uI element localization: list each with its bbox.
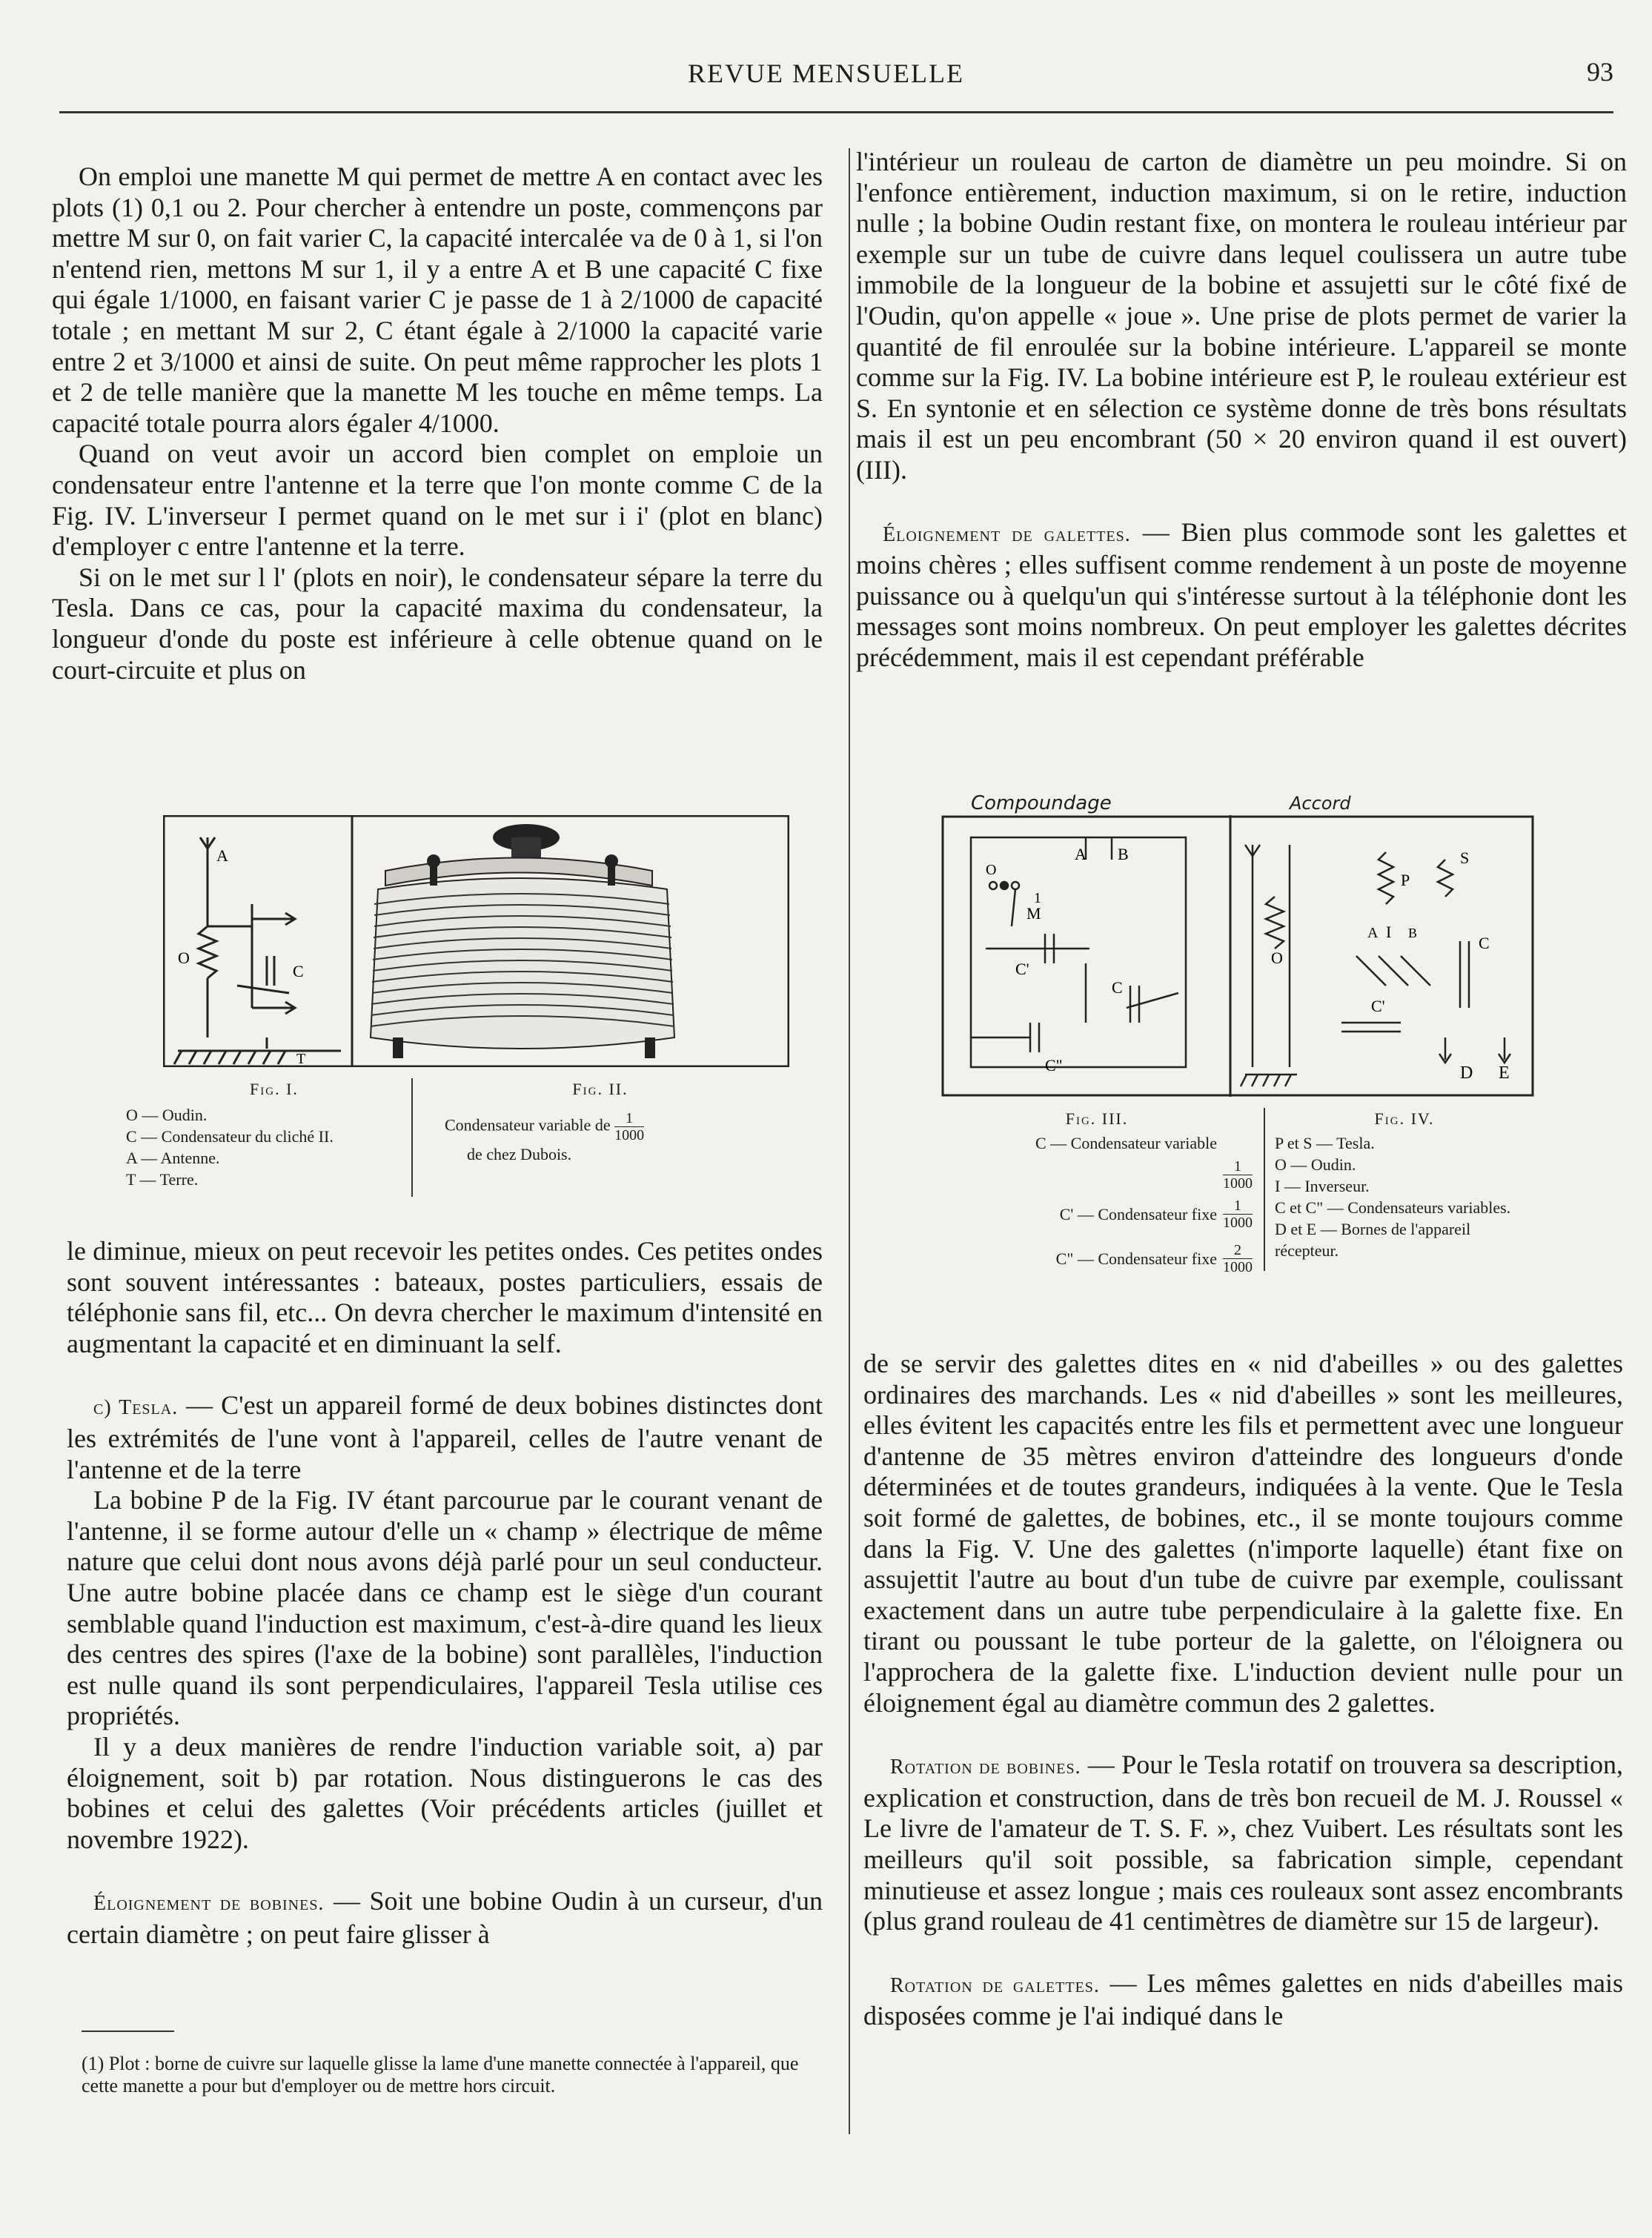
running-header: REVUE MENSUELLE xyxy=(688,59,964,88)
figure-1-2 xyxy=(126,815,789,1189)
paragraph: La bobine P de la Fig. IV étant parcourue par le courant venant de l'antenne, il se forme autour d'elle un « champ » électrique de même nature que celui dont nous avons déjà parlé pour un seul conducteur. Une autre bobine placée dans ce champ est le siège d'un courant semblable quand l'induction est maximum, c'est-à-dire quand les lieux des centres des spires (l'axe de la bobine) sont parallèles, l'induction est nulle quand ils sont perpendiculaires, l'appareil Tesla utilise ces propriétés. xyxy=(67,1485,823,1731)
fraction xyxy=(1223,1198,1253,1231)
paragraph: On emploi une manette M qui permet de mettre A en contact avec les plots (1) 0,1 ou 2. Pour chercher à entendre un poste, commençons par mettre M sur 0, on fait varier C, la capacité intercalée va de 0 à 1, si l'on n'entend rien, mettons M sur 1, il y a entre A et B une capacité C fixe qui égale 1/1000, en faisant varier C je passe de 1 à 2/1000 de capacité totale ; en mettant M sur 2, C étant égale à 2/1000 la capacité varie entre 2 et 3/1000 et ainsi de suite. On peut même rapprocher les plots 1 et 2 de telle manière que la manette M les touche en même temps. La capacité totale pourra alors égaler 4/1000. xyxy=(52,162,823,438)
fig1-label-c: C xyxy=(293,962,304,980)
fraction-num: 1 xyxy=(1234,1197,1241,1214)
fraction xyxy=(614,1110,644,1143)
section-tesla xyxy=(67,1390,823,1485)
right-column-bottom xyxy=(863,1349,1623,2032)
paragraph: Si on le met sur l l' (plots en noir), le condensateur sépare la terre du Tesla. Dans ce cas, pour la capacité maxima du condensateur, la longueur d'onde du poste est inférieure à celle obtenue quand on le court-circuite et plus on xyxy=(52,562,823,685)
fig4-label-e: E xyxy=(1499,1063,1510,1083)
legend-item: T — Terre. xyxy=(126,1170,199,1189)
fig4-label-c1: C' xyxy=(1371,997,1385,1015)
fraction-num: 2 xyxy=(1234,1241,1241,1258)
fig2-legend-post: de chez Dubois. xyxy=(467,1145,572,1163)
fig4-handwritten-title: Accord xyxy=(1290,793,1351,814)
fraction-den: 1000 xyxy=(614,1127,645,1143)
fig4-label-c: C xyxy=(1479,934,1490,952)
fig2-condenser-illustration xyxy=(371,824,674,1058)
fig4-label-s: S xyxy=(1460,849,1470,867)
paragraph: Il y a deux manières de rendre l'induction variable soit, a) par éloignement, soit b) par rotation. Nous distinguerons le cas des bobines et celui des galettes (Voir précédents articles (juillet et novembre 1922). xyxy=(67,1731,823,1854)
column-divider xyxy=(849,148,850,2134)
section-text: — Soit une bobine Oudin à un curseur, d'un certain diamètre ; on peut faire glisser à xyxy=(67,1886,823,1949)
fig4-label-d: D xyxy=(1460,1063,1473,1083)
figure-1-2-drawing xyxy=(163,815,789,1067)
figure-3-4-drawing xyxy=(941,815,1534,1097)
section-text: — Pour le Tesla rotatif on trouvera sa description, explication et construction, dans de très bon recueil de M. J. Roussel « Le livre de l'amateur de T. S. F. », chez Vuibert. Les résultats sont les meilleurs qu'il soit possible, sa fabrication simple, cependant minutieuse et assez longue ; mais ces rouleaux sont assez encombrants (plus grand rouleau de 41 centimètres de diamètre sur 15 de largeur). xyxy=(863,1750,1623,1936)
fig2-legend xyxy=(445,1110,756,1143)
fig-legend-divider xyxy=(411,1078,413,1197)
footnote: (1) Plot : borne de cuivre sur laquelle glisse la lame d'une manette connectée à l'appareil, que cette manette a pour but d'employer ou de mettre hors circuit. xyxy=(82,2053,799,2096)
section-heading: Rotation de galettes. xyxy=(890,1973,1100,1997)
fig3-schematic xyxy=(971,837,1186,1067)
fig4-caption: Fig. IV. xyxy=(1374,1109,1435,1128)
right-column-top xyxy=(856,147,1627,674)
fig4-legend xyxy=(1275,1132,1534,1261)
fig3-label-c2: C xyxy=(1112,978,1123,997)
fig4-label-i: I xyxy=(1386,923,1392,941)
fig1-legend xyxy=(126,1104,385,1190)
section-eloignement-galettes xyxy=(856,517,1627,674)
fraction-den: 1000 xyxy=(1223,1175,1253,1192)
section-heading: Rotation de bobines. xyxy=(890,1756,1081,1779)
fig4-label-o: O xyxy=(1271,949,1283,967)
section-heading: Éloignement de galettes. xyxy=(883,522,1131,546)
fig4-label-p: P xyxy=(1401,871,1410,889)
legend-item: C" — Condensateur fixe $\frac{2}{1000}$ xyxy=(1055,1241,1253,1275)
fig3-label-a: A xyxy=(1075,845,1087,863)
fig3-caption-block xyxy=(941,1108,1253,1281)
legend-item: O — Oudin. xyxy=(126,1106,208,1124)
section-text: — Bien plus commode sont les galettes et moins chères ; elles suffisent comme rendement à un poste de moyenne puissance ou à quelqu'un qui s'intéresse surtout à la téléphonie dont les messages sont moins nombreux. On peut employer les galettes décrites précédemment, mais il est cependant préférable xyxy=(856,517,1627,672)
legend-item: D et E — Bornes de l'appareil récepteur. xyxy=(1275,1220,1471,1260)
fig4-label-b: B xyxy=(1408,926,1418,940)
fig1-label-t: T xyxy=(296,1051,306,1067)
section-eloignement-bobines xyxy=(67,1886,823,1950)
left-column-bottom xyxy=(67,1236,823,1950)
section-rotation-galettes xyxy=(863,1968,1623,2032)
page-number: 93 xyxy=(1587,57,1613,87)
paragraph: l'intérieur un rouleau de carton de diamètre un peu moindre. Si on l'enfonce entièrement, induction maximum, si on le retire, induction nulle ; la bobine Oudin restant fixe, on montera le rouleau intérieur par exemple sur un tube de cuivre dans lequel coulissera un autre tube immobile de la longueur de la bobine et assujetti sur le côté fixé de l'Oudin, qu'on appelle « joue ». Une prise de plots permet de varier la quantité de fil enroulée sur la bobine intérieure. L'appareil se monte comme sur la Fig. IV. La bobine intérieure est P, le rouleau extérieur est S. En syntonie et en sélection ce système donne de très bons résultats mais il est un peu encombrant (50 × 20 environ quand il est ouvert) (III). xyxy=(856,147,1627,485)
fig2-legend-text: Condensateur variable de xyxy=(445,1115,611,1135)
legend-item: O — Oudin. xyxy=(1275,1155,1356,1174)
fraction-num: 1 xyxy=(1234,1158,1241,1175)
fig2-caption: Fig. II. xyxy=(572,1080,628,1098)
section-heading: c) Tesla. xyxy=(93,1396,179,1420)
fig4-caption-block xyxy=(1275,1108,1534,1261)
fig3-label-zero: O xyxy=(986,862,997,878)
paragraph: le diminue, mieux on peut recevoir les petites ondes. Ces petites ondes sont souvent intéressantes : bateaux, postes particuliers, essais de téléphonie sans fil, etc... On devra chercher le maximum d'intensité en augmentant la capacité et en diminuant la self. xyxy=(67,1236,823,1358)
header-rule xyxy=(59,111,1613,113)
fig1-label-o: O xyxy=(178,949,190,967)
fraction xyxy=(1223,1242,1253,1275)
fraction xyxy=(1223,1158,1253,1192)
fig3-caption: Fig. III. xyxy=(1065,1109,1129,1128)
fig3-label-c1: C' xyxy=(1015,960,1029,978)
section-rotation-bobines xyxy=(863,1750,1623,1937)
fig3-label-c3: C" xyxy=(1045,1056,1063,1075)
paragraph: Quand on veut avoir un accord bien complet on emploie un condensateur entre l'antenne et la terre que l'on monte comme C de la Fig. IV. L'inverseur I permet quand on le met sur i i' (plot en blanc) d'employer c entre l'antenne et la terre. xyxy=(52,439,823,562)
fraction-den: 1000 xyxy=(1223,1214,1253,1231)
paragraph: de se servir des galettes dites en « nid d'abeilles » ou des galettes ordinaires des marchands. Les « nid d'abeilles » sont les meilleures, elles évitent les capacités entre les fils et permettent avec une longueur d'antenne de 35 mètres environ d'atteindre des longueurs d'onde déterminées et de toutes grandeurs, indiquées à la vente. Que le Tesla soit formé de galettes, de bobines, etc., il se monte toujours comme dans la Fig. V. Une des galettes (n'importe laquelle) étant fixe on assujettit l'autre au bout d'un tube de cuivre par exemple, coulissant exactement dans un autre tube perpendiculaire à la galette fixe. En tirant ou poussant le tube porteur de la galette, on l'éloignera ou l'approchera de la galette fixe. L'induction devient nulle pour un éloignement égal au diamètre commun des 2 galettes. xyxy=(863,1349,1623,1718)
legend-item: I — Inverseur. xyxy=(1275,1177,1370,1195)
fraction-num: 1 xyxy=(626,1110,634,1126)
legend-item: C — Condensateur variable $\frac{1}{1000}$ xyxy=(1035,1134,1253,1192)
fig3-label-b: B xyxy=(1118,845,1129,863)
fig2-caption-block xyxy=(445,1078,756,1165)
fig1-label-a: A xyxy=(216,846,228,865)
section-heading: Éloignement de bobines. xyxy=(93,1892,325,1916)
fig3-legend xyxy=(941,1132,1253,1281)
footnote-rule xyxy=(82,2031,174,2032)
legend-item: A — Antenne. xyxy=(126,1149,220,1167)
fig1-caption-block xyxy=(126,1078,385,1190)
fig3-label-one: 1 xyxy=(1034,890,1041,906)
fig3-label-m: M xyxy=(1026,904,1041,923)
legend-item: C — Condensateur du cliché II. xyxy=(126,1127,334,1146)
legend-item: C et C" — Condensateurs variables. xyxy=(1275,1198,1511,1217)
section-text: — Les mêmes galettes en nids d'abeilles mais disposées comme je l'ai indiqué dans le xyxy=(863,1968,1623,2031)
section-text: — C'est un appareil formé de deux bobines distinctes dont les extrémités de l'une vont à l'appareil, celles de l'autre venant de l'antenne et de la terre xyxy=(67,1390,823,1484)
fig3-handwritten-title: Compoundage xyxy=(971,792,1112,814)
left-column-top xyxy=(52,162,823,685)
fig1-caption: Fig. I. xyxy=(250,1080,299,1098)
fraction-den: 1000 xyxy=(1223,1258,1253,1275)
fig-legend-divider xyxy=(1264,1108,1265,1271)
legend-item: P et S — Tesla. xyxy=(1275,1134,1375,1152)
fig4-label-a: A xyxy=(1367,925,1379,941)
fig1-schematic xyxy=(174,837,341,1064)
legend-item: C' — Condensateur fixe $\frac{1}{1000}$ xyxy=(1059,1197,1253,1231)
